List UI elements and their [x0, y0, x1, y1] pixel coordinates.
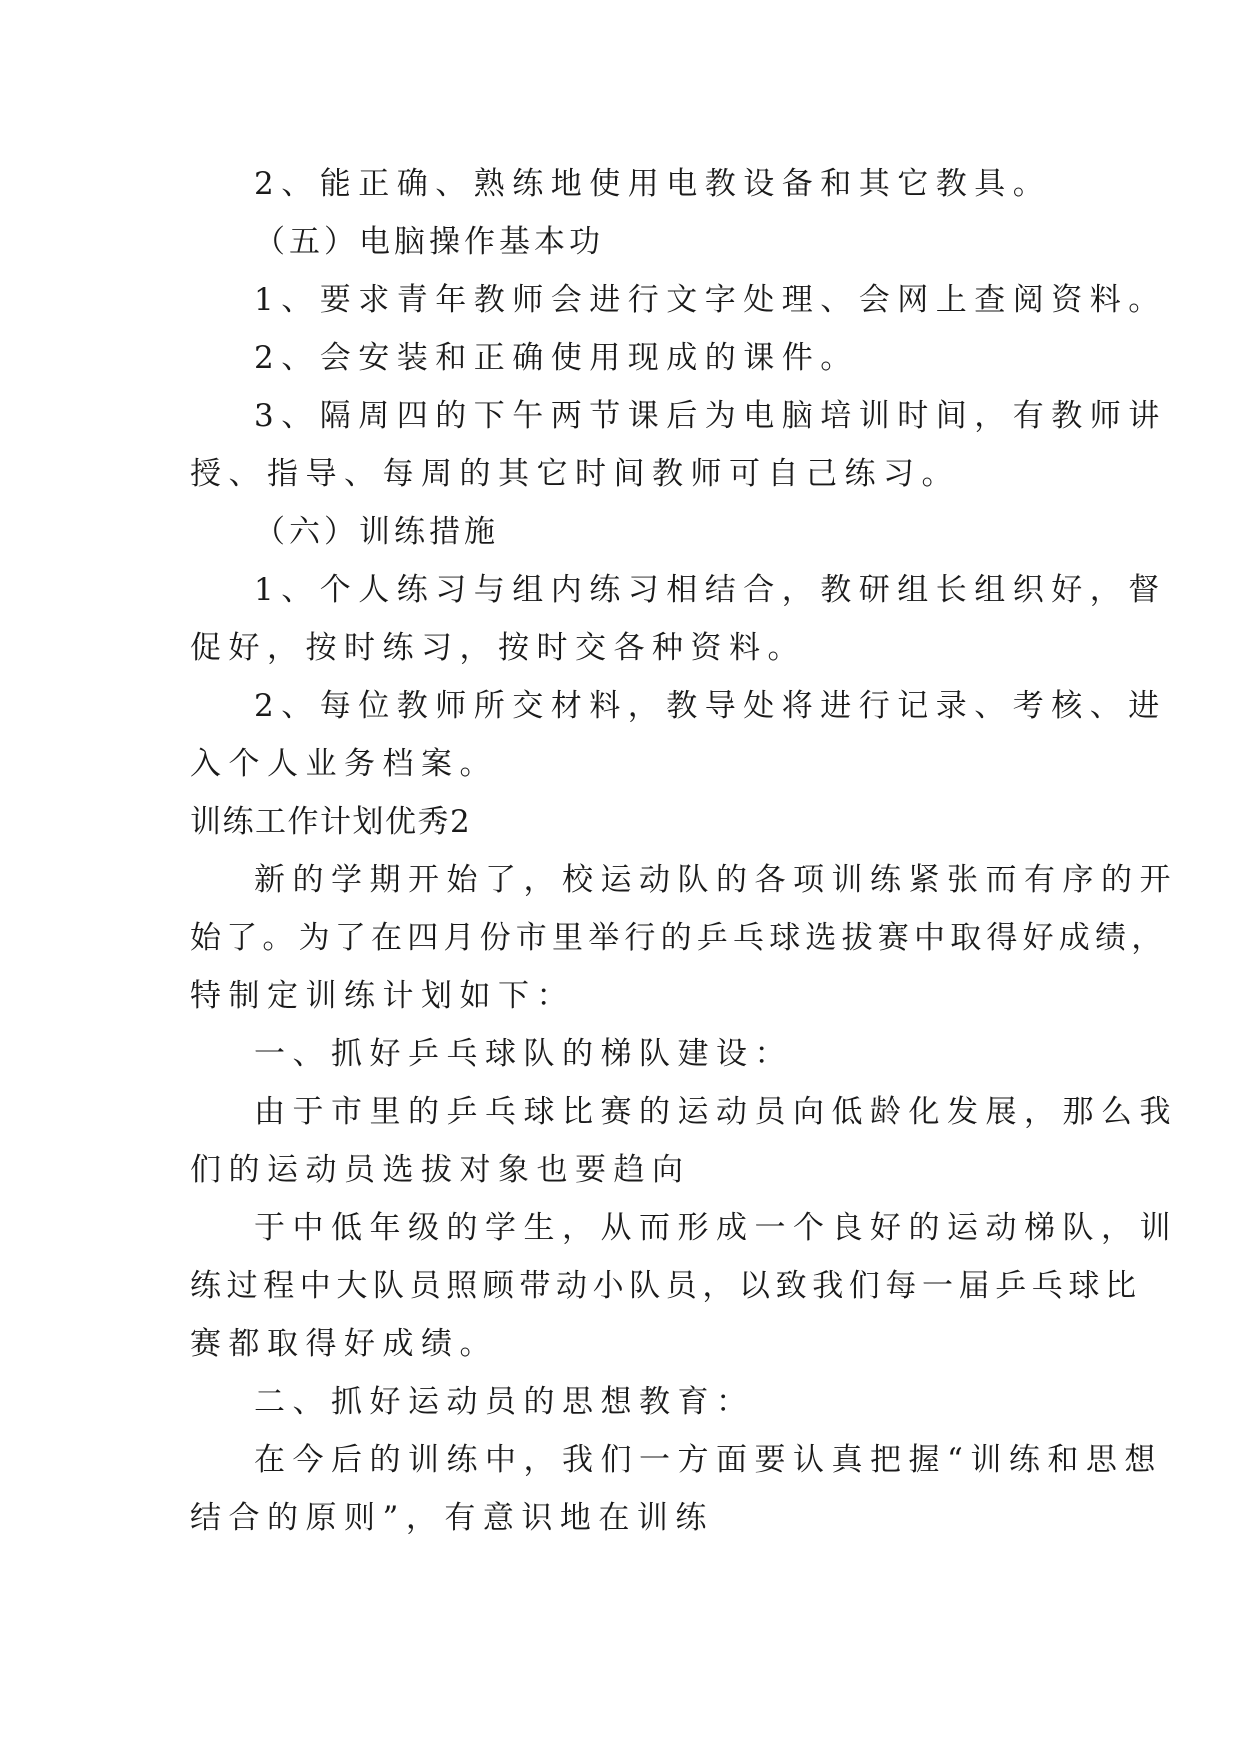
paragraph-line: 1、个人练习与组内练习相结合，教研组长组织好，督 — [254, 572, 1167, 608]
paragraph-line: 2、每位教师所交材料，教导处将进行记录、考核、进 — [254, 688, 1167, 724]
paragraph-line: 于中低年级的学生，从而形成一个良好的运动梯队，训 — [254, 1210, 1178, 1246]
paragraph-line: 新的学期开始了，校运动队的各项训练紧张而有序的开 — [254, 862, 1178, 898]
paragraph-line: 二、抓好运动员的思想教育： — [254, 1384, 755, 1420]
section-heading: （六）训练措施 — [254, 514, 499, 550]
section-heading: （五）电脑操作基本功 — [254, 224, 604, 260]
paragraph-line: 在今后的训练中，我们一方面要认真把握“训练和思想 — [254, 1442, 1163, 1478]
paragraph-line: 促好，按时练习，按时交各种资料。 — [190, 630, 806, 666]
paragraph-line: 们的运动员选拔对象也要趋向 — [190, 1152, 691, 1188]
paragraph-line: 一、抓好乒乓球队的梯队建设： — [254, 1036, 793, 1072]
paragraph-line: 结合的原则”，有意识地在训练 — [190, 1500, 714, 1536]
paragraph-line: 练过程中大队员照顾带动小队员，以致我们每一届乒乓球比 — [190, 1268, 1142, 1304]
paragraph-line: 入个人业务档案。 — [190, 746, 498, 782]
paragraph-line: 由于市里的乒乓球比赛的运动员向低龄化发展，那么我 — [254, 1094, 1178, 1130]
paragraph-line: 始了。为了在四月份市里举行的乒乓球选拔赛中取得好成绩， — [190, 920, 1168, 956]
paragraph-line: 1、要求青年教师会进行文字处理、会网上查阅资料。 — [254, 282, 1167, 318]
paragraph-line: 2、能正确、熟练地使用电教设备和其它教具。 — [254, 166, 1052, 202]
paragraph-line: 2、会安装和正确使用现成的课件。 — [254, 340, 859, 376]
paragraph-line: 授、指导、每周的其它时间教师可自己练习。 — [190, 456, 960, 492]
paragraph-line: 3、隔周四的下午两节课后为电脑培训时间，有教师讲 — [254, 398, 1167, 434]
document-title: 训练工作计划优秀2 — [190, 804, 472, 840]
paragraph-line: 赛都取得好成绩。 — [190, 1326, 498, 1362]
paragraph-line: 特制定训练计划如下： — [190, 978, 575, 1014]
